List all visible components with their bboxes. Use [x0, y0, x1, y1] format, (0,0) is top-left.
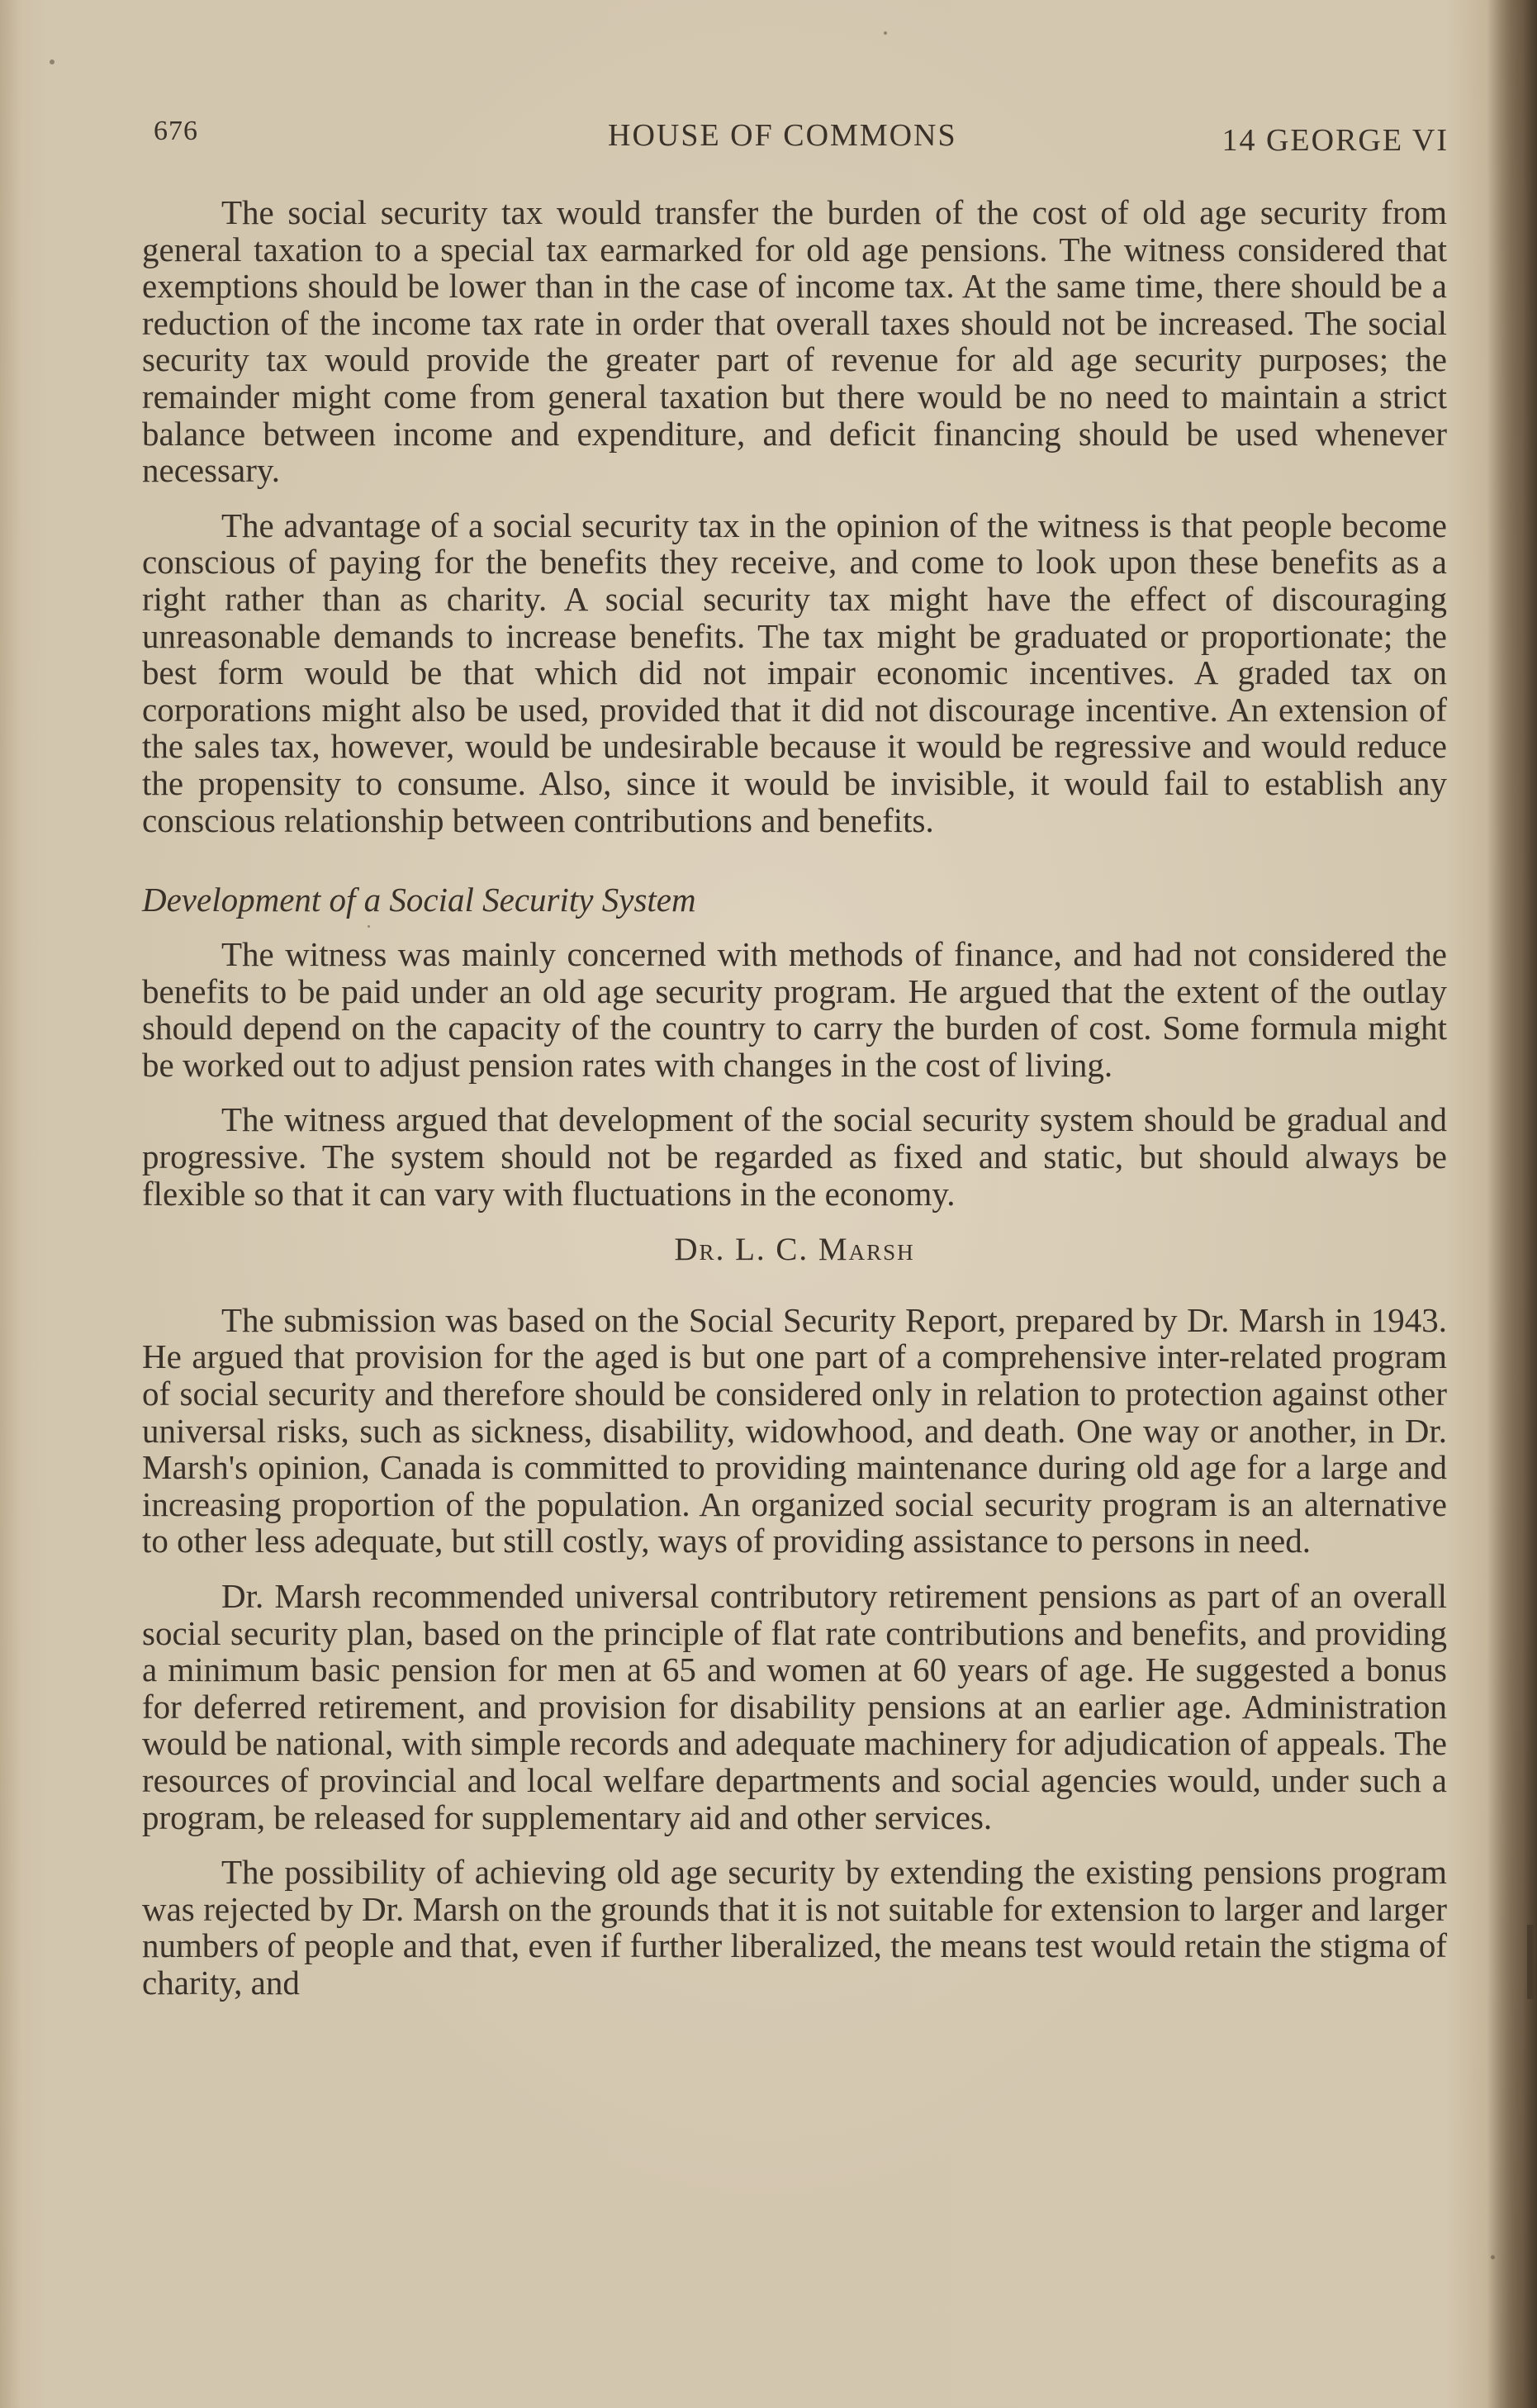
paragraph-marsh-submission: The submission was based on the Social Security Report, prepared by Dr. Marsh in 1943. He argued that provision for the aged is but one part of a comprehensive inter-related program of social security and therefore should be considered only in relation to protection against other universal risks, such as sickness, disability, widowhood, and death. One way or another, in Dr. Marsh's opinion, Canada is committed to providing maintenance during old age for a large and increasing proportion of the population. An organized social security program is an alternative to other less adequate, but still costly, ways of providing assistance to persons in need.: [142, 1300, 1447, 1560]
paragraph-advantage-of-tax: The advantage of a social security tax in the opinion of the witness is that people become conscious of paying for the benefits they receive, and come to look upon these benefits as a right rather than as charity. A social security tax might have the effect of discouraging unreasonable demands to increase benefits. The tax might be graduated or proportionate; the best form would be that which did not impair economic incentives. A graded tax on corporations might also be used, provided that it did not discourage incentive. An extension of the sales tax, however, would be undesirable because it would be regressive and would reduce the propensity to consume. Also, since it would be invisible, it would fail to establish any conscious relationship between contributions and benefits.: [142, 506, 1447, 839]
regnal-year: 14 GEORGE VI: [1222, 123, 1449, 158]
paragraph-gradual-development: The witness argued that development of the social security system should be gradual and progressive. The system should not be regarded as fixed and static, but should always be flexible so that it can vary with fluctuations in the economy.: [142, 1100, 1447, 1213]
paragraph-methods-of-finance: The witness was mainly concerned with methods of finance, and had not considered the benefits to be paid under an old age security program. He argued that the extent of the outlay should depend on the capacity of the country to carry the burden of cost. Some formula might be worked out to adjust pension rates with changes in the cost of living.: [142, 935, 1447, 1084]
gutter-mark: [1527, 1925, 1534, 1999]
paragraph-social-security-tax: The social security tax would transfer the burden of the cost of old age security from general taxation to a special tax earmarked for old age pensions. The witness considered that exemptions should be lower than in the case of income tax. At the same time, there should be a reduction of the income tax rate in order that overall taxes should not be increased. The social security tax would provide the greater part of revenue for ald age security purposes; the remainder might come from general taxation but there would be no need to maintain a strict balance between income and expenditure, and deficit financing should be used whenever necessary.: [142, 193, 1447, 490]
witness-heading-marsh: Dr. L. C. Marsh: [674, 1232, 915, 1268]
section-heading-development: Development of a Social Security System: [142, 881, 696, 919]
binding-gutter: [1487, 0, 1537, 2408]
running-title: HOUSE OF COMMONS: [608, 118, 957, 153]
body-text: [142, 194, 1447, 2020]
page-header: [154, 116, 1449, 159]
paragraph-marsh-recommendation: Dr. Marsh recommended universal contributory retirement pensions as part of an overall social security plan, based on the principle of flat rate contributions and benefits, and providing a minimum basic pension for men at 65 and women at 60 years of age. He suggested a bonus for deferred retirement, and provision for disability pensions at an earlier age. Administration would be national, with simple records and adequate machinery for adjudication of appeals. The resources of provincial and local welfare departments and social agencies would, under such a program, be released for supplementary aid and other services.: [142, 1577, 1447, 1836]
paragraph-marsh-rejection: The possibility of achieving old age security by extending the existing pensions program was rejected by Dr. Marsh on the grounds that it is not suitable for extension to larger and larger numbers of people and that, even if further liberalized, the means test would retain the stigma of charity, and: [142, 1853, 1447, 2002]
page-number: 676: [154, 116, 198, 146]
